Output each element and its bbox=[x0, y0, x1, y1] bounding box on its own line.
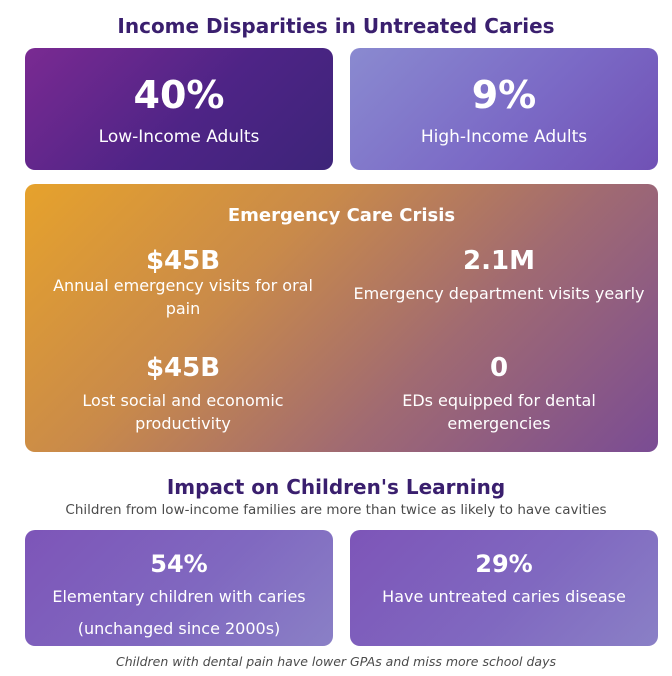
emergency-stat-label: Lost social and economic productivity bbox=[82, 391, 284, 434]
emergency-stat-eds-equipped bbox=[341, 355, 657, 435]
emergency-care-panel bbox=[25, 184, 658, 452]
untreated-caries-label: Have untreated caries disease bbox=[382, 587, 626, 606]
elementary-caries-label: Elementary children with caries bbox=[52, 587, 306, 606]
emergency-stat-value: 2.1M bbox=[463, 246, 535, 276]
low-income-card bbox=[25, 48, 333, 170]
elementary-caries-note: (unchanged since 2000s) bbox=[77, 618, 281, 638]
low-income-label: Low-Income Adults bbox=[98, 127, 260, 147]
emergency-title: Emergency Care Crisis bbox=[227, 205, 456, 226]
emergency-stat-value: $45B bbox=[145, 353, 221, 383]
learning-section-title: Impact on Children's Learning bbox=[166, 475, 506, 499]
untreated-caries-value: 29% bbox=[475, 550, 533, 578]
emergency-stat-value: $45B bbox=[145, 246, 221, 276]
high-income-card bbox=[350, 48, 658, 170]
emergency-stat-lost-productivity bbox=[25, 355, 341, 435]
high-income-label: High-Income Adults bbox=[420, 127, 588, 147]
untreated-caries-card bbox=[350, 530, 658, 646]
emergency-stat-label: Annual emergency visits for oral pain bbox=[53, 276, 313, 319]
low-income-value: 40% bbox=[133, 73, 225, 117]
elementary-caries-card bbox=[25, 530, 333, 646]
emergency-stat-ed-visits bbox=[341, 248, 657, 305]
learning-subtitle: Children from low-income families are more than twice as likely to have cavities bbox=[65, 502, 607, 518]
footnote: Children with dental pain have lower GPAs and miss more school days bbox=[115, 654, 556, 669]
elementary-caries-value: 54% bbox=[150, 550, 208, 578]
emergency-stat-label: Emergency department visits yearly bbox=[353, 284, 645, 303]
emergency-stat-value: 0 bbox=[489, 353, 509, 383]
emergency-stat-label: EDs equipped for dental emergencies bbox=[402, 391, 596, 434]
high-income-value: 9% bbox=[471, 73, 537, 117]
emergency-stat-annual-visits bbox=[25, 248, 341, 320]
page-title: Income Disparities in Untreated Caries bbox=[117, 14, 555, 38]
